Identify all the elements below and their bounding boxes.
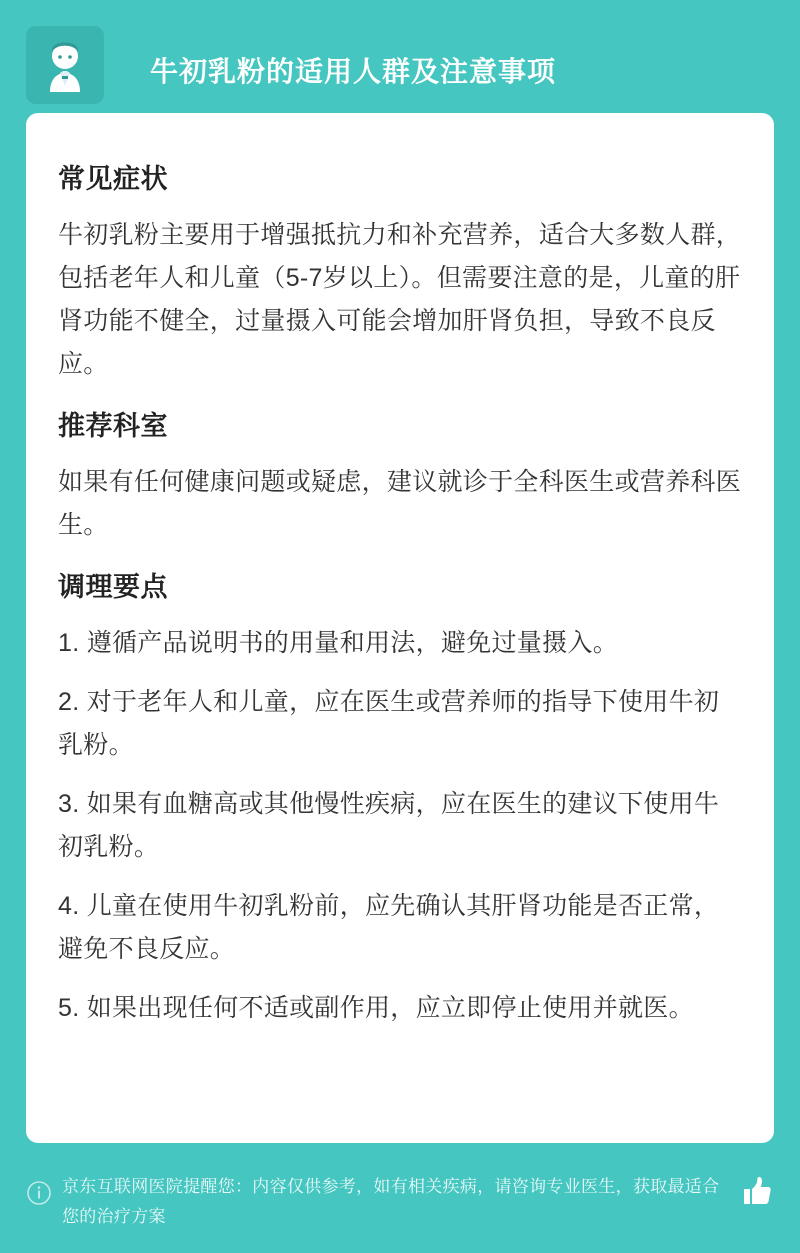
section-heading-symptoms: 常见症状: [58, 164, 168, 194]
section-paragraph-department: 如果有任何健康问题或疑虑，建议就诊于全科医生或营养科医生。: [58, 468, 742, 539]
thumbs-up-icon[interactable]: [740, 1174, 774, 1208]
list-item: 4. 儿童在使用牛初乳粉前，应先确认其肝肾功能是否正常，避免不良反应。: [58, 892, 720, 963]
list-item: 1. 遵循产品说明书的用量和用法，避免过量摄入。: [58, 629, 618, 657]
content-card: [26, 113, 774, 1143]
list-item: 2. 对于老年人和儿童，应在医生或营养师的指导下使用牛初乳粉。: [58, 688, 720, 759]
tips-list: [58, 622, 742, 1030]
section-heading-department: 推荐科室: [58, 411, 168, 441]
page-title: 牛初乳粉的适用人群及注意事项: [150, 56, 557, 87]
footer-disclaimer: [26, 1160, 774, 1230]
list-item: 5. 如果出现任何不适或副作用，应立即停止使用并就医。: [58, 994, 694, 1022]
list-item: 3. 如果有血糖高或其他慢性疾病，应在医生的建议下使用牛初乳粉。: [58, 790, 720, 861]
section-heading-tips: 调理要点: [58, 572, 168, 602]
section-paragraph-symptoms: 牛初乳粉主要用于增强抵抗力和补充营养，适合大多数人群，包括老年人和儿童（5-7岁以上）。但需要注意的是，儿童的肝肾功能不健全，过量摄入可能会增加肝肾负担，导致不良反应。: [58, 221, 742, 378]
footer-text: 京东互联网医院提醒您：内容仅供参考，如有相关疾病，请咨询专业医生，获取最适合您的治疗方案: [62, 1177, 720, 1226]
info-circle-icon: [26, 1180, 52, 1206]
doctor-avatar-icon: [26, 26, 104, 104]
